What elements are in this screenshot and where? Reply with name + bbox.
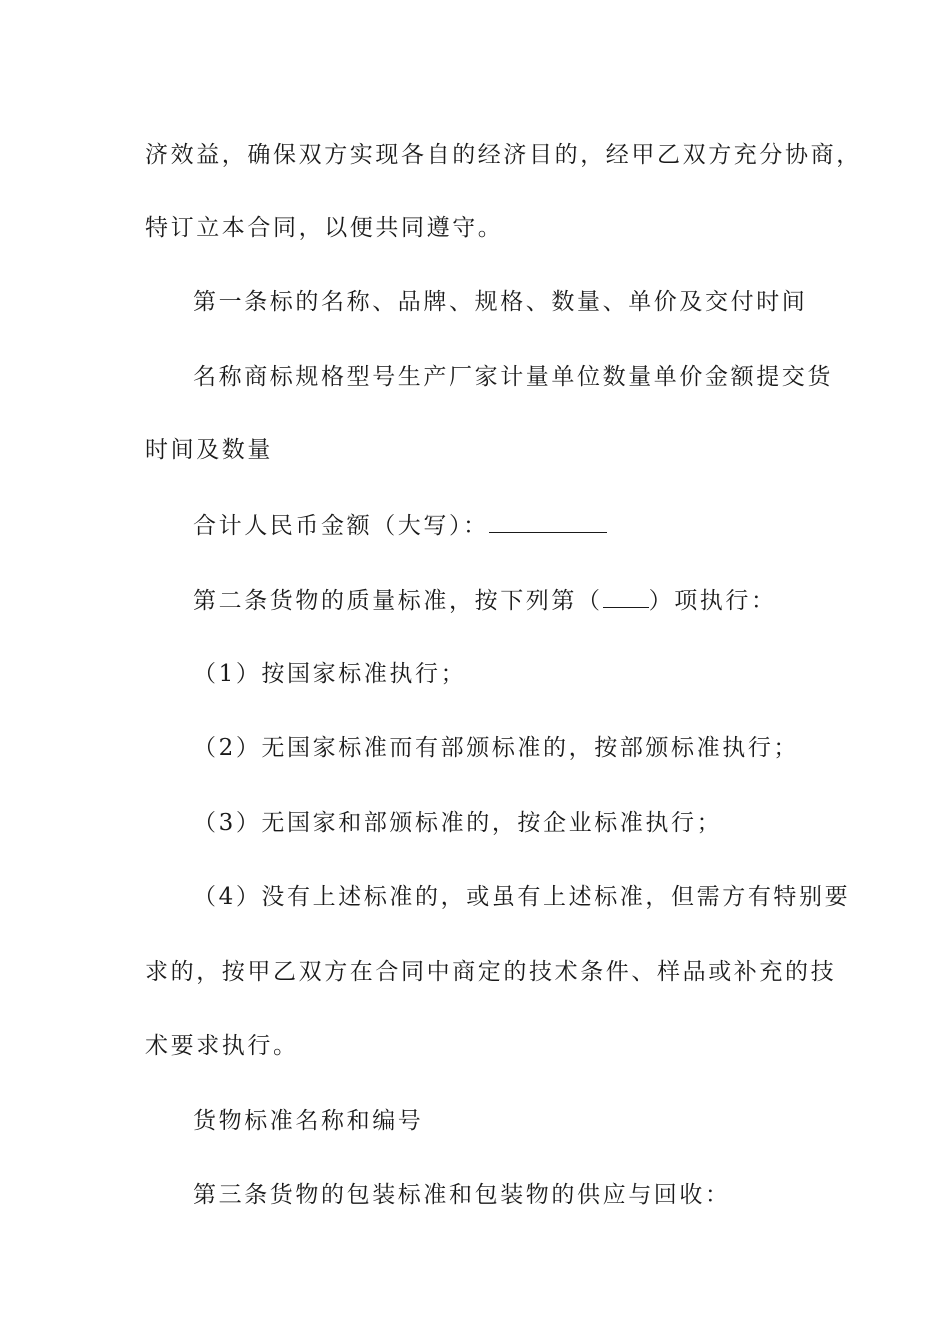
text-line: 时间及数量	[145, 437, 273, 463]
clause-heading	[193, 585, 777, 616]
option-blank	[603, 585, 649, 608]
clause-heading: 第一条标的名称、品牌、规格、数量、单价及交付时间	[193, 289, 808, 315]
text-line: 名称商标规格型号生产厂家计量单位数量单价金额提交货	[193, 364, 833, 390]
total-amount-label: 合计人民币金额（大写）：	[193, 513, 489, 539]
amount-blank	[489, 510, 607, 533]
text-line: 济效益，确保双方实现各自的经济目的，经甲乙双方充分协商，	[145, 142, 862, 168]
clause-two-prefix: 第二条货物的质量标准，按下列第（	[193, 588, 603, 614]
clause-two-suffix: ）项执行：	[648, 588, 777, 614]
text-line: 求的，按甲乙双方在合同中商定的技术条件、样品或补充的技	[145, 959, 837, 985]
list-item: （3）无国家和部颁标准的，按企业标准执行；	[193, 810, 723, 836]
list-item: （1）按国家标准执行；	[193, 661, 467, 687]
text-line: 货物标准名称和编号	[193, 1108, 424, 1134]
text-line: 特订立本合同，以便共同遵守。	[145, 215, 504, 241]
clause-heading: 第三条货物的包装标准和包装物的供应与回收：	[193, 1182, 731, 1208]
list-item: （4）没有上述标准的，或虽有上述标准，但需方有特别要	[193, 884, 851, 910]
text-line: 术要求执行。	[145, 1033, 299, 1059]
total-amount-line	[193, 510, 607, 541]
list-item: （2）无国家标准而有部颁标准的，按部颁标准执行；	[193, 735, 800, 761]
